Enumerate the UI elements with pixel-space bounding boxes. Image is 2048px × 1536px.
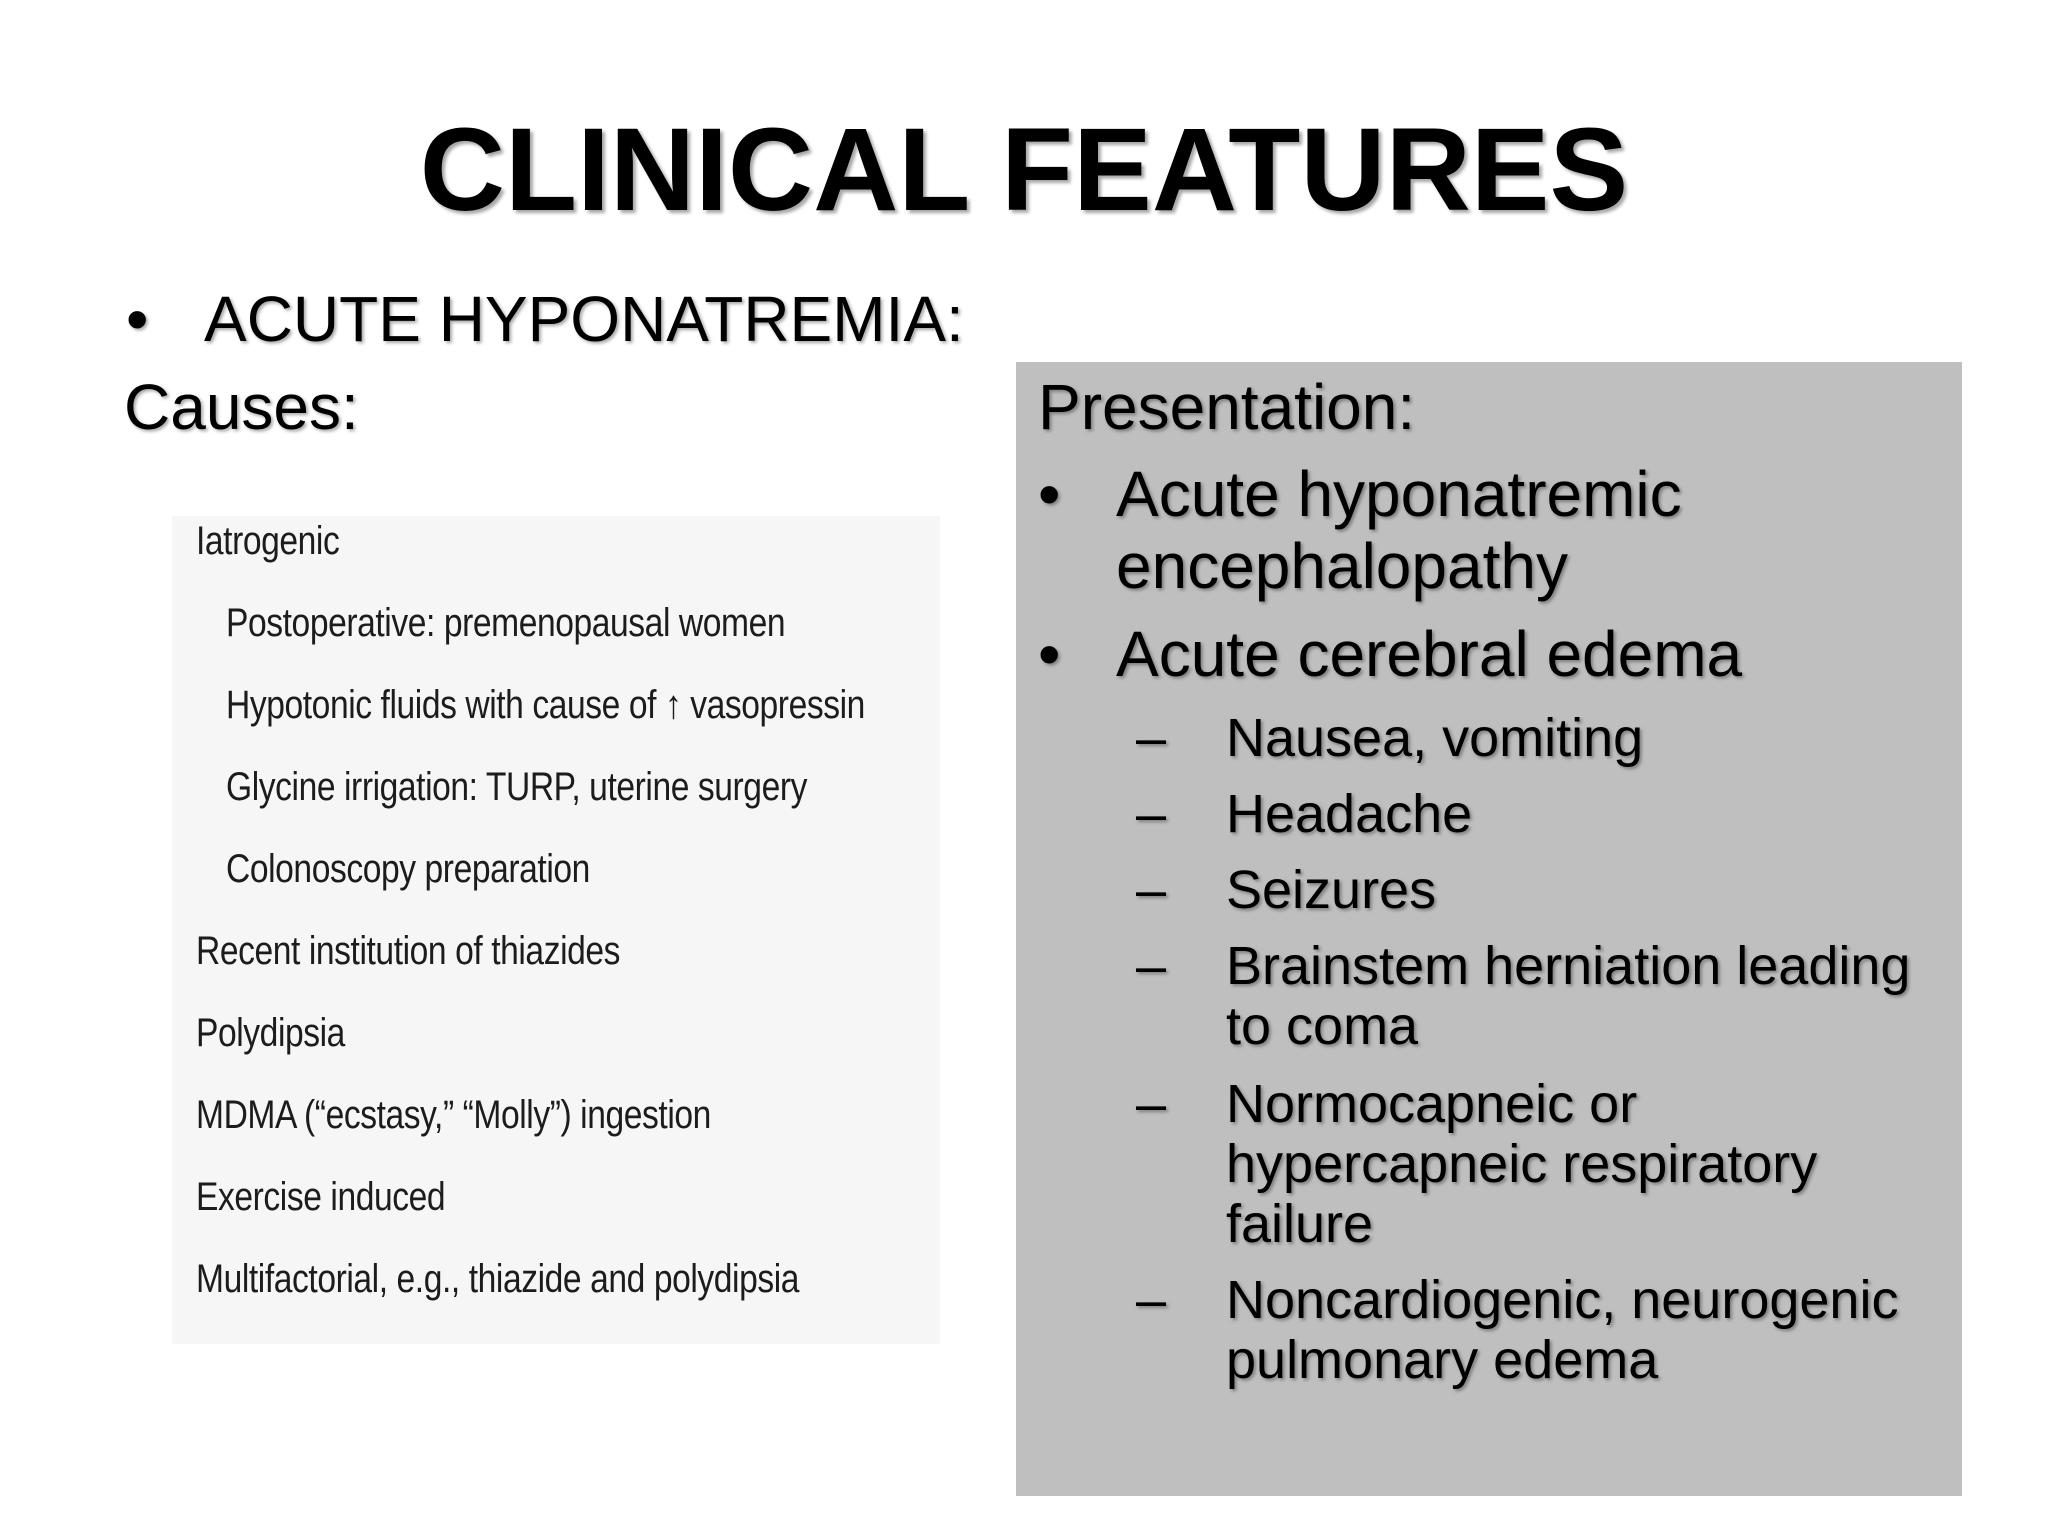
symptom-text: Nausea, vomiting — [1226, 708, 1644, 768]
cause-item: Postoperative: premenopausal women — [226, 601, 786, 645]
acute-hyponatremia-heading: ACUTE HYPONATREMIA: — [204, 283, 964, 355]
cause-item: Exercise induced — [196, 1175, 446, 1219]
dash-marker: – — [1136, 1074, 1167, 1134]
causes-heading: Causes: — [124, 371, 359, 443]
presentation-bullet-text: Acute cerebral edema — [1116, 618, 1743, 690]
cause-item: Colonoscopy preparation — [226, 847, 590, 891]
dash-marker: – — [1136, 936, 1167, 996]
symptom-text: Brainstem herniation leading to coma — [1226, 936, 1911, 1056]
cause-item: Hypotonic fluids with cause of ↑ vasopressin — [226, 683, 865, 727]
cause-item: Recent institution of thiazides — [196, 929, 621, 973]
symptom-text: Normocapneic or hypercapneic respiratory failure — [1226, 1074, 1818, 1254]
cause-item: MDMA (“ecstasy,” “Molly”) ingestion — [196, 1093, 711, 1137]
cause-item: Glycine irrigation: TURP, uterine surgery — [226, 765, 807, 809]
presentation-box — [1016, 362, 1962, 1496]
cause-item: Multifactorial, e.g., thiazide and polydipsia — [196, 1257, 800, 1301]
presentation-bullet-text: Acute hyponatremic encephalopathy — [1116, 458, 1682, 602]
bullet-marker: • — [1038, 618, 1061, 690]
symptom-text: Headache — [1226, 784, 1473, 844]
cause-item: Iatrogenic — [196, 519, 340, 563]
bullet-marker: • — [1038, 458, 1061, 530]
symptom-text: Noncardiogenic, neurogenic pulmonary edema — [1226, 1270, 1899, 1390]
causes-image-panel — [172, 516, 940, 1344]
presentation-heading: Presentation: — [1038, 371, 1416, 443]
cause-item: Polydipsia — [196, 1011, 345, 1055]
symptom-text: Seizures — [1226, 860, 1437, 920]
dash-marker: – — [1136, 860, 1167, 920]
dash-marker: – — [1136, 708, 1167, 768]
bullet-marker: • — [126, 283, 149, 355]
dash-marker: – — [1136, 1270, 1167, 1330]
slide-title: CLINICAL FEATURES — [419, 104, 1629, 236]
acute-hyponatremia-bullet — [126, 282, 964, 356]
dash-marker: – — [1136, 784, 1167, 844]
